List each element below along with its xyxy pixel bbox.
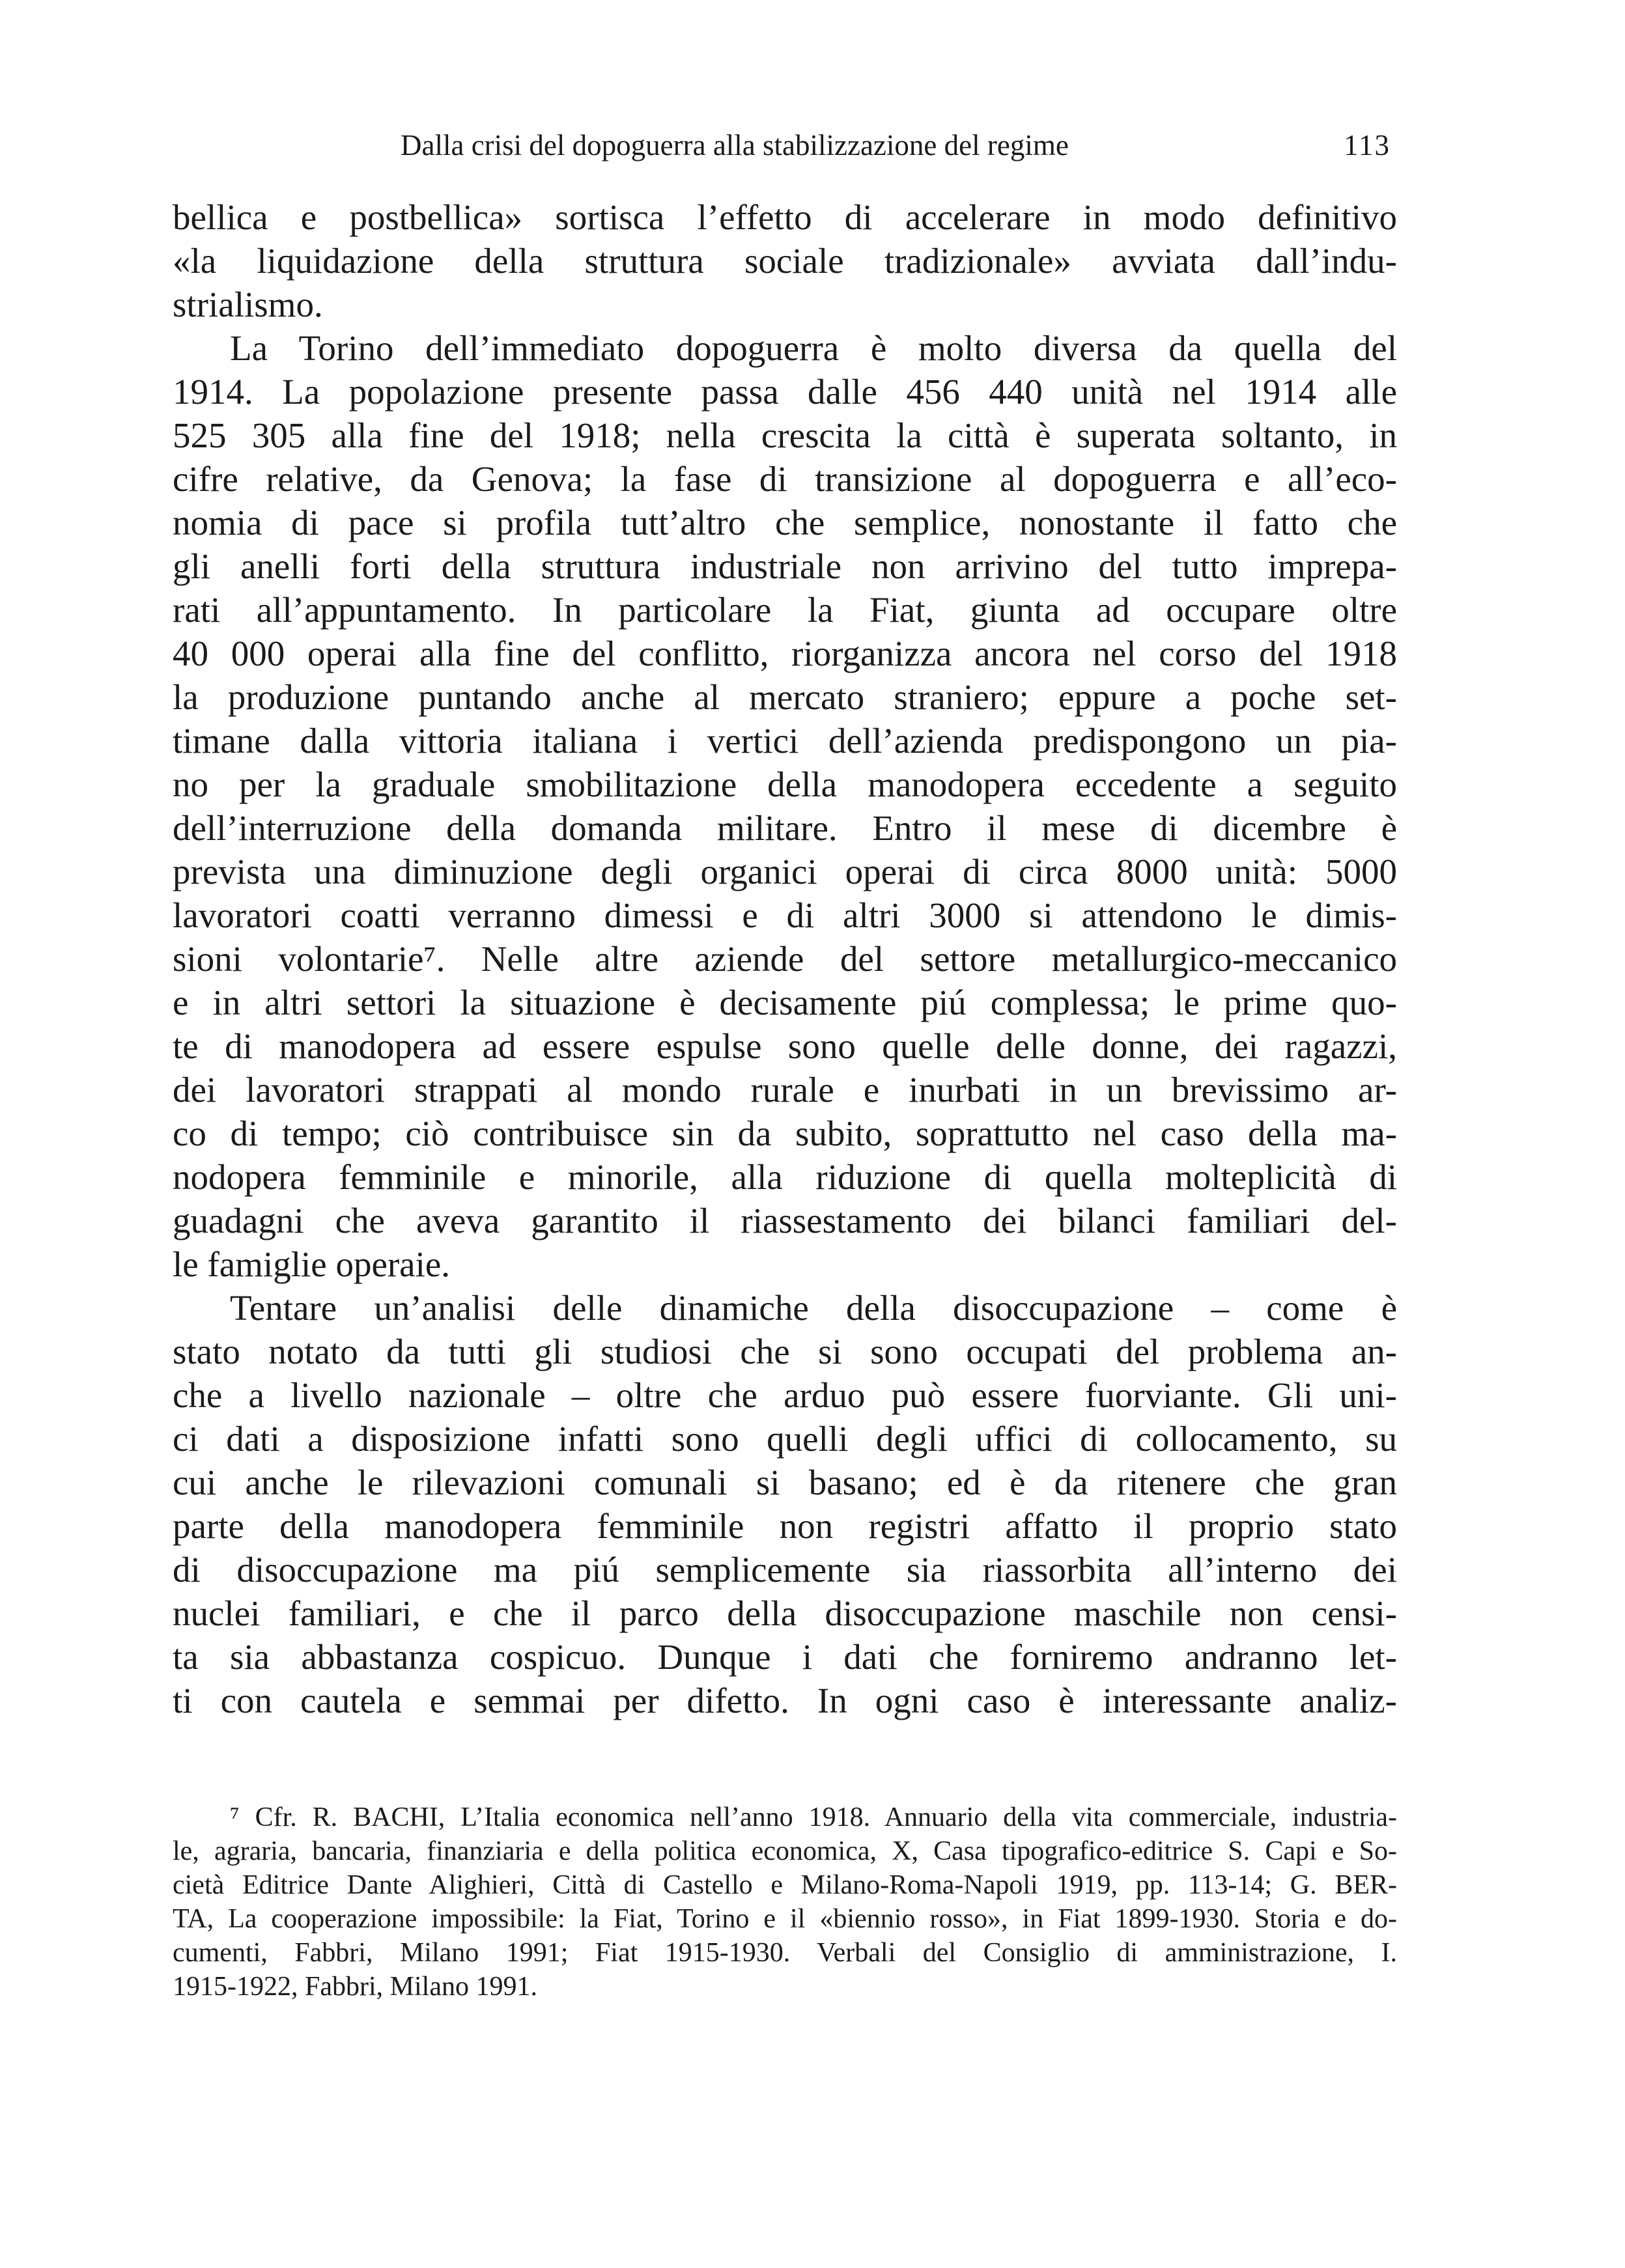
body-line: te di manodopera ad essere espulse sono quelle delle donne, dei ragazzi, bbox=[173, 1026, 1397, 1066]
footnote-line: 1915-1922, Fabbri, Milano 1991. bbox=[173, 1972, 537, 2002]
body-line: la produzione puntando anche al mercato straniero; eppure a poche set- bbox=[173, 677, 1397, 717]
body-line: prevista una diminuzione degli organici operai di circa 8000 unità: 5000 bbox=[173, 852, 1397, 891]
footnote-line: le, agraria, bancaria, finanziaria e della politica economica, X, Casa tipografico-editrice S. Capi e So- bbox=[173, 1836, 1397, 1866]
body-line: La Torino dell’immediato dopoguerra è molto diversa da quella del bbox=[230, 328, 1397, 368]
body-line: nomia di pace si profila tutt’altro che semplice, nonostante il fatto che bbox=[173, 503, 1397, 542]
body-line: le famiglie operaie. bbox=[173, 1244, 451, 1284]
body-line: rati all’appuntamento. In particolare la Fiat, giunta ad occupare oltre bbox=[173, 590, 1397, 630]
page-number: 113 bbox=[1344, 129, 1391, 161]
body-line: guadagni che aveva garantito il riassestamento dei bilanci familiari del- bbox=[173, 1201, 1397, 1240]
body-line: timane dalla vittoria italiana i vertici dell’azienda predispongono un pia- bbox=[173, 721, 1397, 761]
body-line: no per la graduale smobilitazione della manodopera eccedente a seguito bbox=[173, 764, 1397, 804]
body-line: che a livello nazionale – oltre che arduo può essere fuorviante. Gli uni- bbox=[173, 1375, 1397, 1415]
body-line: strialismo. bbox=[173, 285, 323, 324]
body-line: bellica e postbellica» sortisca l’effetto di accelerare in modo definitivo bbox=[173, 197, 1397, 237]
body-line: 40 000 operai alla fine del conflitto, riorganizza ancora nel corso del 1918 bbox=[173, 634, 1397, 673]
running-title: Dalla crisi del dopoguerra alla stabilizzazione del regime bbox=[401, 129, 1069, 161]
body-line: dell’interruzione della domanda militare. Entro il mese di dicembre è bbox=[173, 808, 1397, 848]
body-line: stato notato da tutti gli studiosi che si sono occupati del problema an- bbox=[173, 1332, 1397, 1371]
body-line: di disoccupazione ma piú semplicemente sia riassorbita all’interno dei bbox=[173, 1550, 1397, 1589]
footnotes bbox=[173, 1800, 1397, 2004]
body-line: ci dati a disposizione infatti sono quelli degli uffici di collocamento, su bbox=[173, 1419, 1397, 1459]
footnote-line: cumenti, Fabbri, Milano 1991; Fiat 1915-1930. Verbali del Consiglio di amministrazione, I. bbox=[173, 1938, 1397, 1968]
body-line: cifre relative, da Genova; la fase di transizione al dopoguerra e all’eco- bbox=[173, 459, 1397, 499]
body-line: parte della manodopera femminile non registri affatto il proprio stato bbox=[173, 1506, 1397, 1546]
body-line: gli anelli forti della struttura industriale non arrivino del tutto imprepa- bbox=[173, 546, 1397, 586]
body-line: «la liquidazione della struttura sociale tradizionale» avviata dall’indu- bbox=[173, 241, 1397, 281]
body-line: sioni volontarie⁷. Nelle altre aziende del settore metallurgico-meccanico bbox=[173, 939, 1397, 979]
body-line: cui anche le rilevazioni comunali si basano; ed è da ritenere che gran bbox=[173, 1463, 1397, 1502]
body-line: lavoratori coatti verranno dimessi e di altri 3000 si attendono le dimis- bbox=[173, 895, 1397, 935]
body-line: ti con cautela e semmai per difetto. In ogni caso è interessante analiz- bbox=[173, 1681, 1397, 1720]
body-line: nuclei familiari, e che il parco della disoccupazione maschile non censi- bbox=[173, 1593, 1397, 1633]
running-head bbox=[173, 122, 1397, 168]
body-line: e in altri settori la situazione è decisamente piú complessa; le prime quo- bbox=[173, 983, 1397, 1022]
body-line: ta sia abbastanza cospicuo. Dunque i dati che forniremo andranno let- bbox=[173, 1637, 1397, 1677]
body-text bbox=[173, 195, 1397, 1722]
footnote-line: TA, La cooperazione impossibile: la Fiat, Torino e il «biennio rosso», in Fiat 1899-1930. Storia e do- bbox=[173, 1904, 1397, 1934]
body-line: nodopera femminile e minorile, alla riduzione di quella molteplicità di bbox=[173, 1157, 1397, 1197]
body-line: dei lavoratori strappati al mondo rurale e inurbati in un brevissimo ar- bbox=[173, 1070, 1397, 1110]
body-line: Tentare un’analisi delle dinamiche della disoccupazione – come è bbox=[230, 1288, 1397, 1328]
footnote-line: cietà Editrice Dante Alighieri, Città di Castello e Milano-Roma-Napoli 1919, pp. 113-14; G. BER- bbox=[173, 1870, 1397, 1900]
body-line: co di tempo; ciò contribuisce sin da subito, soprattutto nel caso della ma- bbox=[173, 1113, 1397, 1153]
body-line: 1914. La popolazione presente passa dalle 456 440 unità nel 1914 alle bbox=[173, 372, 1397, 412]
book-page bbox=[173, 0, 1397, 2268]
footnote-line: ⁷ Cfr. R. BACHI, L’Italia economica nell’anno 1918. Annuario della vita commerciale, industria- bbox=[230, 1802, 1397, 1832]
body-line: 525 305 alla fine del 1918; nella crescita la città è superata soltanto, in bbox=[173, 415, 1397, 455]
